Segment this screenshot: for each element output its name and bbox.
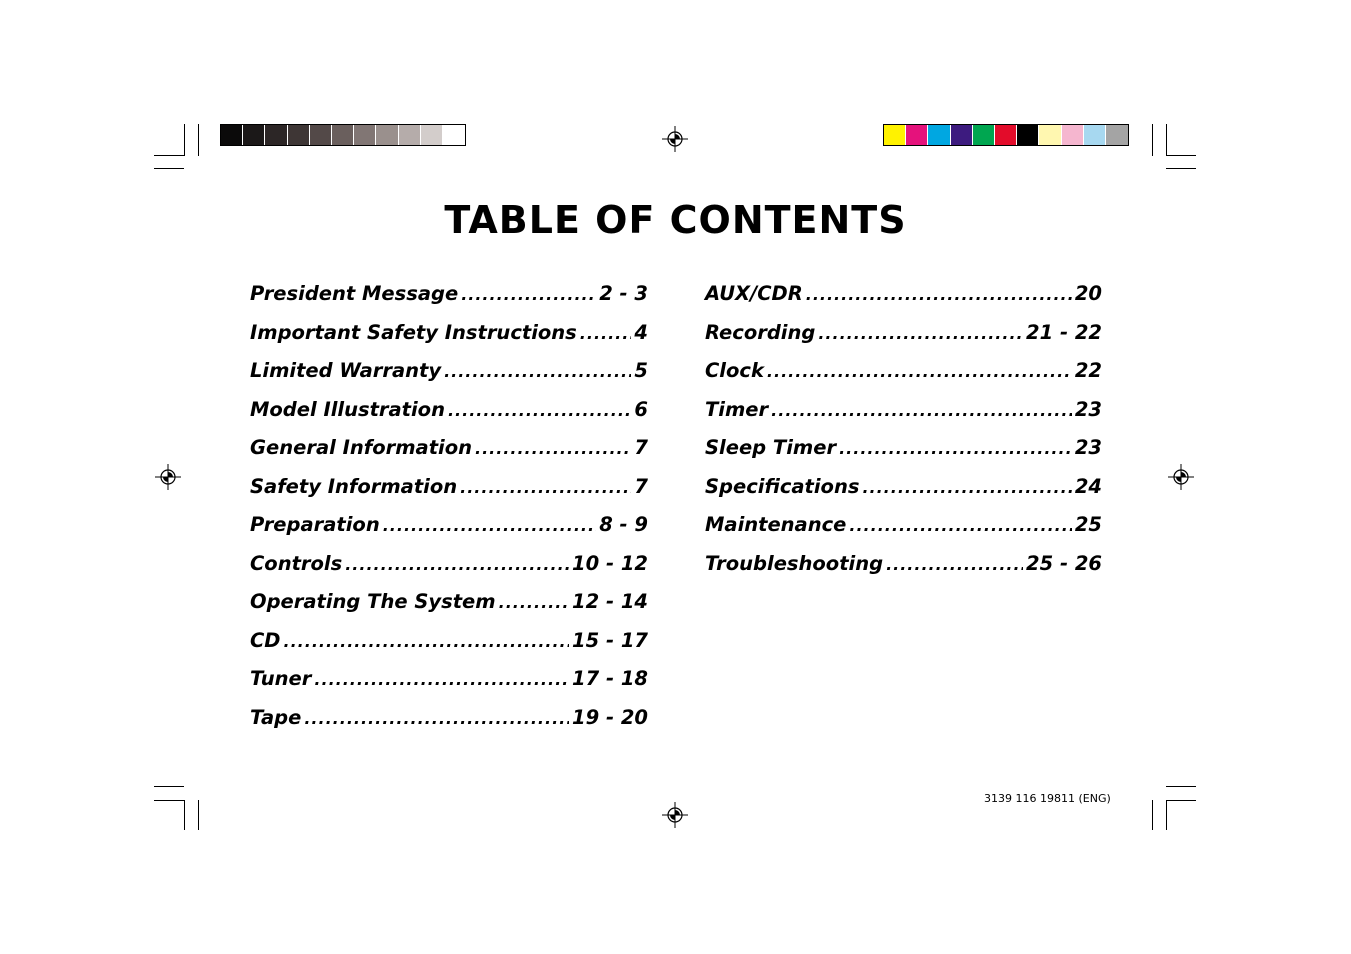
toc-column-left [250,282,648,744]
toc-entry-label: Preparation [250,513,380,536]
toc-column-right [705,282,1102,590]
registration-mark-icon [1168,464,1194,490]
toc-entry-page: 19 - 20 [572,705,648,729]
toc-entry-page: 10 - 12 [572,551,648,575]
color-swatch [1039,125,1061,145]
toc-entry-label: Timer [705,397,769,421]
dot-leader [444,362,631,381]
registration-mark-icon [155,464,181,490]
toc-entry-page: 7 [634,474,648,498]
toc-entry-label: General Information [250,436,472,459]
toc-entry-label: Operating The System [250,590,496,613]
dot-leader [862,478,1071,497]
toc-entry-page: 5 [634,359,648,382]
crop-mark [198,800,199,830]
toc-entry [705,398,1102,437]
toc-entry-page: 6 [634,397,648,421]
dot-leader [580,324,632,343]
document-code: 3139 116 19811 (ENG) [984,792,1111,805]
toc-entry [250,359,648,398]
dot-leader [304,709,569,728]
color-swatch [1062,125,1084,145]
crop-mark [154,155,184,156]
toc-entry-label: Tuner [250,667,312,690]
crop-mark [154,800,184,801]
dot-leader [345,555,569,574]
color-swatch [354,125,376,145]
crop-mark [1166,786,1196,787]
toc-entry-page: 17 - 18 [572,667,648,690]
toc-entry-label: Safety Information [250,474,458,498]
color-swatch [1084,125,1106,145]
crop-mark [1166,168,1196,169]
crop-mark [1152,800,1153,830]
toc-entry-label: Clock [705,359,764,382]
crop-mark [1152,124,1153,156]
toc-entry-label: Maintenance [705,513,847,536]
color-control-bar [883,124,1129,146]
toc-entry-label: Specifications [705,474,860,498]
dot-leader [839,439,1072,458]
color-swatch [884,125,906,145]
toc-entry [250,667,648,706]
toc-entry-label: CD [250,628,281,652]
toc-entry-page: 15 - 17 [572,628,648,652]
color-swatch [399,125,421,145]
crop-mark [154,168,184,169]
toc-entry [705,513,1102,552]
toc-entry-page: 12 - 14 [572,590,648,613]
dot-leader [499,593,569,612]
toc-entry [250,282,648,321]
toc-entry-label: Sleep Timer [705,436,837,459]
color-swatch [288,125,310,145]
color-swatch [376,125,398,145]
toc-entry-page: 25 [1074,513,1102,536]
toc-entry [250,590,648,629]
color-swatch [906,125,928,145]
dot-leader [460,478,631,497]
dot-leader [448,401,631,420]
toc-entry-page: 2 - 3 [599,282,648,305]
crop-mark [184,124,185,156]
toc-entry [705,436,1102,475]
toc-entry-page: 24 [1074,474,1102,498]
toc-entry-label: Tape [250,705,302,729]
toc-entry-label: Troubleshooting [705,551,884,575]
color-swatch [443,125,465,145]
color-swatch [1017,125,1039,145]
toc-entry-page: 22 [1074,359,1102,382]
dot-leader [806,285,1072,304]
toc-entry-page: 25 - 26 [1026,551,1102,575]
toc-entry-label: Controls [250,551,343,575]
crop-mark [1166,124,1167,156]
toc-entry-page: 4 [634,320,648,344]
toc-entry [705,282,1102,321]
registration-mark-icon [662,802,688,828]
toc-entry-page: 8 - 9 [599,513,648,536]
toc-entry-page: 21 - 22 [1026,320,1102,344]
toc-entry-page: 7 [634,436,648,459]
page-title: TABLE OF CONTENTS [444,198,907,242]
dot-leader [849,516,1071,535]
dot-leader [284,632,570,651]
dot-leader [475,439,631,458]
toc-entry-page: 23 [1074,397,1102,421]
color-swatch [995,125,1017,145]
crop-mark [1166,155,1196,156]
toc-entry [250,436,648,475]
toc-entry [250,321,648,360]
dot-leader [818,324,1023,343]
toc-entry-label: Limited Warranty [250,359,442,382]
color-swatch [243,125,265,145]
toc-entry [250,513,648,552]
toc-entry-page: 23 [1074,436,1102,459]
dot-leader [314,670,569,689]
color-swatch [332,125,354,145]
crop-mark [184,800,185,830]
toc-entry [250,398,648,437]
toc-entry-page: 20 [1074,282,1102,305]
toc-entry [250,475,648,514]
toc-entry [250,629,648,668]
dot-leader [461,285,596,304]
toc-entry-label: AUX/CDR [705,282,803,305]
color-swatch [951,125,973,145]
crop-mark [154,786,184,787]
color-swatch [1106,125,1128,145]
dot-leader [886,555,1023,574]
color-swatch [928,125,950,145]
toc-entry-label: Model Illustration [250,397,445,421]
toc-entry [250,706,648,745]
toc-entry [705,552,1102,591]
toc-entry [705,321,1102,360]
color-swatch [221,125,243,145]
toc-entry [250,552,648,591]
toc-entry [705,359,1102,398]
dot-leader [767,362,1072,381]
registration-mark-icon [662,126,688,152]
toc-entry [705,475,1102,514]
color-swatch [421,125,443,145]
crop-mark [1166,800,1167,830]
crop-mark [198,124,199,156]
grey-scale-bar [220,124,466,146]
dot-leader [771,401,1072,420]
color-swatch [973,125,995,145]
toc-entry-label: Recording [705,320,816,344]
toc-entry-label: Important Safety Instructions [250,320,577,344]
dot-leader [383,516,596,535]
crop-mark [1166,800,1196,801]
color-swatch [265,125,287,145]
toc-entry-label: President Message [250,282,459,305]
color-swatch [310,125,332,145]
